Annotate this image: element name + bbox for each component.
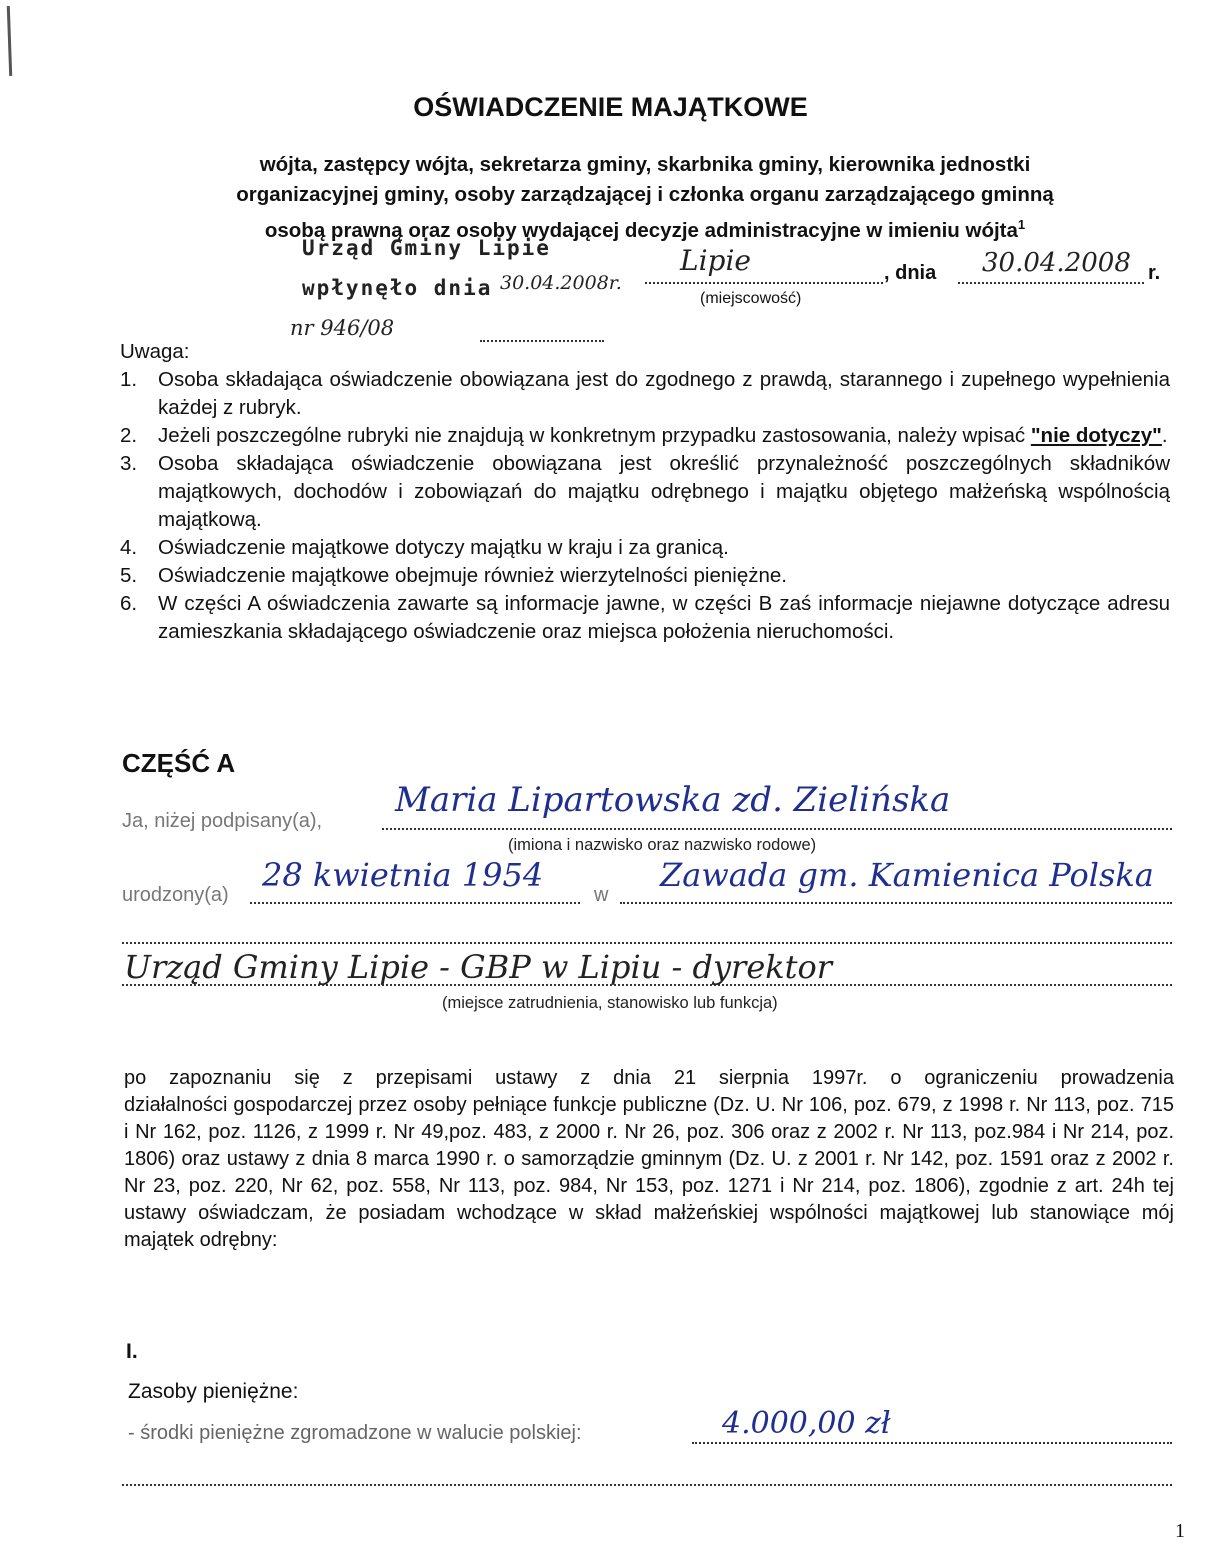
note-text-after: . — [1161, 424, 1168, 447]
subtitle-line-1: wójta, zastępcy wójta, sekretarza gminy, skarbnika gminy, kierownika jednostki — [259, 153, 1031, 176]
date-value: 30.04.2008 — [982, 248, 1131, 278]
stamp-received-date: 30.04.2008r. — [500, 272, 622, 294]
statement-paragraph — [124, 1065, 1174, 1254]
notes-block — [120, 338, 1170, 646]
note-item — [120, 366, 1170, 422]
date-dotted-line — [958, 282, 1144, 284]
note-item — [120, 562, 1170, 590]
stamp-office: Urząd Gminy Lipie — [302, 236, 551, 260]
note-text: W części A oświadczenia zawarte są informacje jawne, w części B zaś informacje niejawne dotyczące adresu zamieszkania składającego oświadczenie oraz miejsca położenia nieruchomości. — [158, 592, 1170, 643]
subtitle-line-3-text: osobą prawną oraz osoby wydającej decyzje administracyjne w imieniu wójta — [264, 218, 1018, 242]
section-1-heading: Zasoby pieniężne: — [128, 1380, 299, 1403]
part-a-heading: CZĘŚĆ A — [122, 748, 236, 778]
note-number: 5. — [120, 564, 138, 587]
pln-funds-extra-dotted-line — [122, 1484, 1172, 1486]
document-subtitle — [150, 150, 1140, 246]
born-place: Zawada gm. Kamienica Polska — [660, 856, 1154, 894]
born-label: urodzony(a) — [122, 884, 229, 906]
stamp-reg-number: nr 946/08 — [290, 316, 395, 340]
statement-line-1: po zapoznaniu się z przepisami ustawy z dnia 21 sierpnia 1997r. o ograniczeniu prowadzenia — [124, 1067, 1174, 1089]
note-item — [120, 450, 1170, 534]
born-in-label: w — [594, 884, 609, 906]
born-date: 28 kwietnia 1954 — [262, 856, 544, 894]
note-number: 2. — [120, 424, 138, 447]
place-value: Lipie — [680, 244, 751, 277]
born-place-dotted-line — [620, 902, 1172, 904]
employment-caption: (miejsce zatrudnienia, stanowisko lub funkcja) — [442, 994, 778, 1012]
blank-dotted-line — [122, 942, 1172, 944]
born-date-dotted-line — [250, 902, 580, 904]
statement-body: działalności gospodarczej przez osoby pełniące funkcje publiczne (Dz. U. Nr 106, poz. 679, z 1998 r. Nr 113, poz. 715 i Nr 162, poz. 1126, z 1999 r. Nr 49,poz. 483, z 2000 r. Nr 26, poz. 306 oraz z 2002 r. Nr 113, poz.984 i Nr 214, poz. 1806) oraz ustawy z dnia 8 marca 1990 r. o samorządzie gminnym (Dz. U. z 2001 r. Nr 142, poz. 1591 oraz z 2002 r. Nr 23, poz. 220, Nr 62, poz. 558, Nr 113, poz. 984, Nr 153, poz. 1271 i Nr 214, poz. 1806), zgodnie z art. 24h tej ustawy oświadczam, że posiadam wchodzące w skład małżeńskiej wspólności majątkowej lub stanowiące mój majątek odrębny: — [124, 1094, 1174, 1251]
note-text-before: Jeżeli poszczególne rubryki nie znajdują w konkretnym przypadku zastosowania, należy wpisać — [158, 424, 1031, 447]
pln-funds-dotted-line — [692, 1442, 1172, 1444]
note-text-underlined: "nie dotyczy" — [1030, 424, 1162, 447]
note-number: 3. — [120, 452, 138, 475]
note-number: 1. — [120, 368, 138, 391]
document-title: OŚWIADCZENIE MAJĄTKOWE — [413, 92, 808, 122]
notes-list — [120, 366, 1170, 646]
note-text: Oświadczenie majątkowe obejmuje również wierzytelności pieniężne. — [158, 564, 787, 587]
employment-value: Urząd Gminy Lipie - GBP w Lipiu - dyrektor — [124, 948, 833, 986]
stamp-received-label: wpłynęło dnia — [302, 276, 493, 300]
section-1-number: I. — [126, 1340, 138, 1363]
pln-funds-label: - środki pieniężne zgromadzone w walucie polskiej: — [128, 1422, 582, 1444]
note-item — [120, 422, 1170, 450]
note-item — [120, 590, 1170, 646]
note-text — [158, 422, 1170, 450]
subtitle-line-2: organizacyjnej gminy, osoby zarządzającej i członka organu zarządzającego gminną — [236, 183, 1054, 206]
note-number: 4. — [120, 536, 138, 559]
date-label: , dnia — [884, 262, 937, 284]
note-text: Osoba składająca oświadczenie obowiązana jest do zgodnego z prawdą, starannego i zupełnego wypełnienia każdej z rubryk. — [158, 368, 1170, 419]
note-number: 6. — [120, 592, 138, 615]
note-text: Oświadczenie majątkowe dotyczy majątku w kraju i za granicą. — [158, 536, 729, 559]
date-suffix: r. — [1148, 262, 1161, 284]
undersigned-label: Ja, niżej podpisany(a), — [122, 810, 323, 832]
pln-funds-value: 4.000,00 zł — [722, 1406, 891, 1441]
name-caption: (imiona i nazwisko oraz nazwisko rodowe) — [508, 836, 817, 854]
page-number: 1 — [1175, 1520, 1185, 1542]
footnote-mark: 1 — [1017, 217, 1026, 232]
notes-label: Uwaga: — [120, 340, 190, 363]
place-caption: (miejscowość) — [700, 290, 802, 307]
subtitle-line-3 — [150, 210, 1140, 246]
undersigned-dotted-line — [382, 828, 1172, 830]
place-dotted-line — [645, 282, 883, 284]
undersigned-value: Maria Lipartowska zd. Zielińska — [395, 780, 951, 820]
margin-mark — [7, 6, 12, 76]
note-text: Osoba składająca oświadczenie obowiązana jest określić przynależność poszczególnych składników majątkowych, dochodów i zobowiązań do majątku odrębnego i majątku objętego małżeńską wspólnością majątkową. — [158, 452, 1170, 531]
note-item — [120, 534, 1170, 562]
